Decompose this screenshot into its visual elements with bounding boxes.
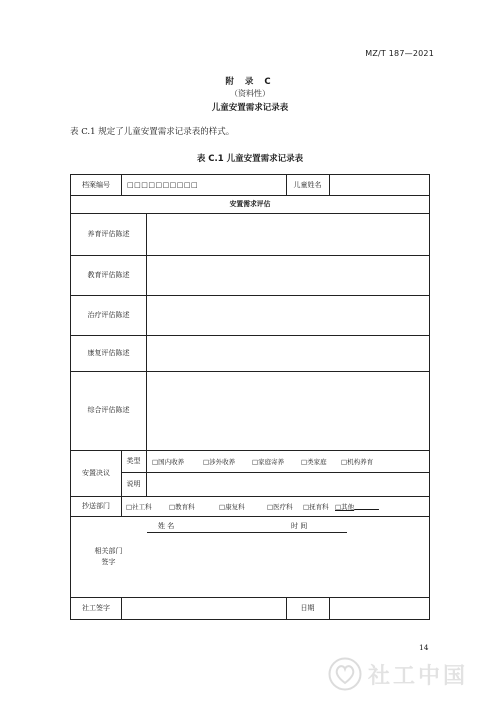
file-number-label: 档案编号 (82, 180, 110, 189)
social-worker-sign-label: 社工签字 (82, 604, 110, 612)
sig-name-header: 姓 名 (158, 522, 175, 530)
record-form-table (70, 174, 430, 620)
cc-option-nurturing[interactable]: □抚育科 (303, 502, 329, 511)
standard-code: MZ/T 187—2021 (365, 49, 434, 58)
intro-text: 表 C.1 规定了儿童安置需求记录表的样式。 (70, 127, 235, 137)
child-name-label: 儿童姓名 (293, 180, 322, 189)
child-name-field[interactable] (330, 175, 429, 195)
cc-option-social-work[interactable]: □社工科 (126, 502, 152, 511)
decision-label: 安置决议 (82, 468, 110, 477)
type-option-foreign-adoption[interactable]: □涉外收养 (203, 457, 236, 466)
sig-time-header: 时 间 (291, 522, 308, 530)
cc-option-rehab[interactable]: □康复科 (219, 502, 245, 511)
parenting-assessment-label: 养育评估陈述 (87, 229, 130, 238)
heart-logo-icon (328, 657, 362, 691)
date-label: 日期 (300, 604, 315, 612)
education-assessment-label: 教育评估陈述 (87, 270, 130, 279)
decision-note-label: 说明 (126, 479, 141, 488)
cc-option-medical[interactable]: □医疗科 (267, 502, 293, 511)
type-option-domestic-adoption[interactable]: □国内收养 (152, 457, 185, 466)
watermark (328, 655, 480, 693)
related-dept-label-line1: 相关部门 (94, 546, 123, 555)
cc-other-blank[interactable] (354, 502, 379, 510)
page-number: 14 (419, 643, 429, 652)
appendix-type: （资料性） (230, 89, 270, 98)
type-option-foster-family[interactable]: □家庭寄养 (252, 457, 285, 466)
treatment-assessment-field[interactable] (147, 295, 429, 335)
appendix-title: 附 录 C (225, 77, 275, 87)
appendix-name: 儿童安置需求记录表 (211, 103, 289, 113)
related-dept-sign-field[interactable] (147, 533, 429, 597)
cc-option-other-text: □其他 (335, 502, 355, 511)
watermark-text: 社工中国 (368, 663, 469, 689)
social-worker-sign-field[interactable] (122, 597, 286, 620)
cc-option-other[interactable] (335, 496, 379, 516)
cc-option-education[interactable]: □教育科 (169, 502, 195, 511)
parenting-assessment-field[interactable] (147, 213, 429, 255)
decision-type-label: 类型 (126, 456, 141, 465)
related-dept-label-line2: 签字 (101, 557, 116, 566)
decision-note-field[interactable] (147, 472, 429, 496)
table-caption: 表 C.1 儿童安置需求记录表 (196, 154, 304, 164)
date-field[interactable] (330, 597, 429, 620)
rehab-assessment-label: 康复评估陈述 (87, 348, 130, 357)
overall-assessment-field[interactable] (147, 371, 429, 450)
type-option-family-like[interactable]: □类家庭 (301, 457, 327, 466)
overall-assessment-label: 综合评估陈述 (87, 406, 130, 414)
section-header: 安置需求评估 (229, 199, 271, 208)
treatment-assessment-label: 治疗评估陈述 (87, 310, 130, 319)
education-assessment-field[interactable] (147, 255, 429, 295)
rehab-assessment-field[interactable] (147, 335, 429, 371)
cc-departments-label: 抄送部门 (82, 501, 110, 510)
related-dept-sign-label (71, 516, 146, 597)
type-option-institution[interactable]: □机构养育 (341, 457, 374, 466)
file-number-field[interactable]: □□□□□□□□□□ (127, 181, 199, 189)
